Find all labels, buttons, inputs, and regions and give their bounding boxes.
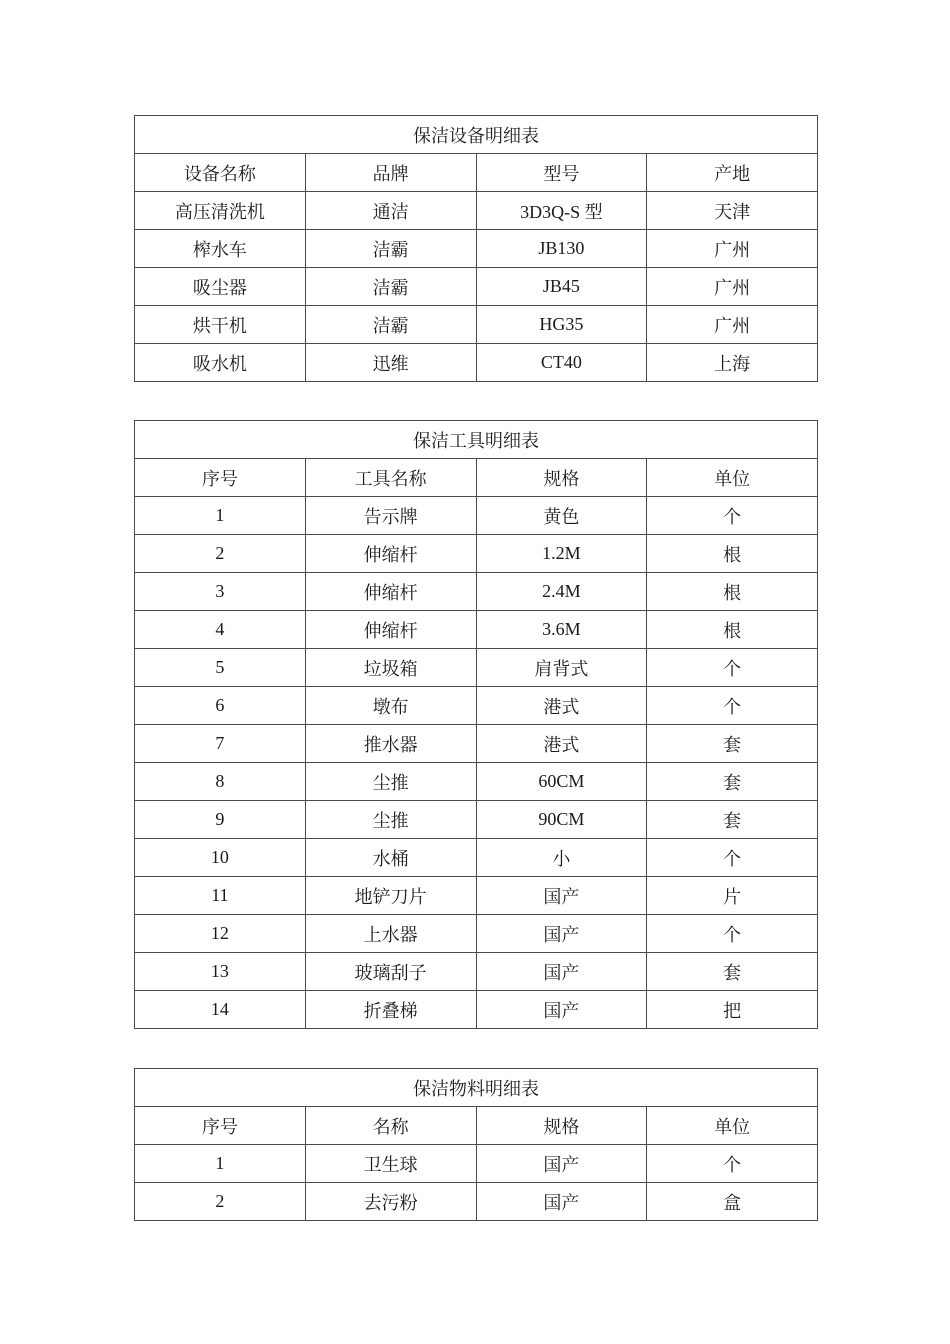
table-row: [135, 1183, 818, 1221]
table-cell: 折叠梯: [305, 991, 476, 1029]
table-cell: 2: [135, 535, 306, 573]
table-cell: 1.2M: [476, 535, 647, 573]
table-cell: 迅维: [305, 344, 476, 382]
table-cell: 榨水车: [135, 230, 306, 268]
table-cell: 国产: [476, 877, 647, 915]
column-header: 规格: [476, 1107, 647, 1145]
table-cell: 港式: [476, 725, 647, 763]
table-cell: 14: [135, 991, 306, 1029]
table-cell: 尘推: [305, 763, 476, 801]
table-header-row: [135, 154, 818, 192]
table-cell: 洁霸: [305, 306, 476, 344]
column-header: 单位: [647, 1107, 818, 1145]
table-row: [135, 344, 818, 382]
table-row: [135, 877, 818, 915]
table-row: [135, 991, 818, 1029]
table-cell: 片: [647, 877, 818, 915]
table-cell: 盒: [647, 1183, 818, 1221]
table-cell: 黄色: [476, 497, 647, 535]
table-row: [135, 230, 818, 268]
table-cell: 国产: [476, 991, 647, 1029]
table-cell: 伸缩杆: [305, 535, 476, 573]
table-cell: 根: [647, 573, 818, 611]
table-cell: 3.6M: [476, 611, 647, 649]
table-cell: 伸缩杆: [305, 611, 476, 649]
table-cell: 垃圾箱: [305, 649, 476, 687]
table-row: [135, 306, 818, 344]
column-header: 名称: [305, 1107, 476, 1145]
table-cell: 个: [647, 649, 818, 687]
table-cell: 1: [135, 1145, 306, 1183]
table-cell: 个: [647, 1145, 818, 1183]
table-cell: 个: [647, 915, 818, 953]
column-header: 设备名称: [135, 154, 306, 192]
column-header: 规格: [476, 459, 647, 497]
table-cell: 广州: [647, 268, 818, 306]
table-cell: 推水器: [305, 725, 476, 763]
table-cell: JB130: [476, 230, 647, 268]
table-title: 保洁物料明细表: [135, 1069, 818, 1107]
table-title: 保洁工具明细表: [135, 421, 818, 459]
table-title-row: [135, 421, 818, 459]
table-row: [135, 801, 818, 839]
table-cell: 洁霸: [305, 230, 476, 268]
table-cell: 广州: [647, 306, 818, 344]
table-row: [135, 535, 818, 573]
table-cell: 60CM: [476, 763, 647, 801]
table-cell: 套: [647, 953, 818, 991]
table-cell: 告示牌: [305, 497, 476, 535]
column-header: 序号: [135, 1107, 306, 1145]
table-cell: 9: [135, 801, 306, 839]
table-cell: 根: [647, 611, 818, 649]
table-title-row: [135, 1069, 818, 1107]
table-row: [135, 839, 818, 877]
table-cell: 7: [135, 725, 306, 763]
table-cell: 尘推: [305, 801, 476, 839]
table-cell: 1: [135, 497, 306, 535]
table-cell: JB45: [476, 268, 647, 306]
table-row: [135, 573, 818, 611]
table-cell: 把: [647, 991, 818, 1029]
table-cell: 3: [135, 573, 306, 611]
table-cell: 吸水机: [135, 344, 306, 382]
table-row: [135, 192, 818, 230]
table-cell: 6: [135, 687, 306, 725]
column-header: 产地: [647, 154, 818, 192]
table-row: [135, 763, 818, 801]
table-row: [135, 1145, 818, 1183]
table-cell: 个: [647, 687, 818, 725]
table-cell: 肩背式: [476, 649, 647, 687]
column-header: 序号: [135, 459, 306, 497]
table-row: [135, 497, 818, 535]
table-cell: 5: [135, 649, 306, 687]
table-cell: 8: [135, 763, 306, 801]
table-cell: 国产: [476, 1145, 647, 1183]
table-cell: 去污粉: [305, 1183, 476, 1221]
table-header-row: [135, 1107, 818, 1145]
table-row: [135, 953, 818, 991]
table-cell: 烘干机: [135, 306, 306, 344]
table-cell: 套: [647, 763, 818, 801]
table-cell: 天津: [647, 192, 818, 230]
table-cell: 12: [135, 915, 306, 953]
table-cell: 地铲刀片: [305, 877, 476, 915]
table-cell: 卫生球: [305, 1145, 476, 1183]
table-cell: 上海: [647, 344, 818, 382]
table-row: [135, 268, 818, 306]
table-cell: 通洁: [305, 192, 476, 230]
column-header: 单位: [647, 459, 818, 497]
table-cell: 3D3Q-S 型: [476, 192, 647, 230]
table-cell: 玻璃刮子: [305, 953, 476, 991]
table-cell: 4: [135, 611, 306, 649]
table-cell: 广州: [647, 230, 818, 268]
table-cell: 墩布: [305, 687, 476, 725]
table-cell: 国产: [476, 915, 647, 953]
table-cell: 吸尘器: [135, 268, 306, 306]
materials-table: [134, 1068, 818, 1221]
table-cell: 套: [647, 725, 818, 763]
table-row: [135, 725, 818, 763]
table-cell: 根: [647, 535, 818, 573]
table-row: [135, 611, 818, 649]
table-cell: 洁霸: [305, 268, 476, 306]
table-cell: 高压清洗机: [135, 192, 306, 230]
table-cell: 国产: [476, 1183, 647, 1221]
column-header: 工具名称: [305, 459, 476, 497]
table-cell: 国产: [476, 953, 647, 991]
table-cell: CT40: [476, 344, 647, 382]
table-cell: 2: [135, 1183, 306, 1221]
table-row: [135, 915, 818, 953]
table-row: [135, 687, 818, 725]
table-header-row: [135, 459, 818, 497]
table-cell: 套: [647, 801, 818, 839]
table-title-row: [135, 116, 818, 154]
tools-table: [134, 420, 818, 1029]
table-cell: 90CM: [476, 801, 647, 839]
table-cell: 水桶: [305, 839, 476, 877]
column-header: 品牌: [305, 154, 476, 192]
table-row: [135, 649, 818, 687]
column-header: 型号: [476, 154, 647, 192]
table-cell: 10: [135, 839, 306, 877]
table-cell: HG35: [476, 306, 647, 344]
table-cell: 上水器: [305, 915, 476, 953]
table-cell: 伸缩杆: [305, 573, 476, 611]
table-cell: 个: [647, 497, 818, 535]
table-cell: 港式: [476, 687, 647, 725]
equipment-table: [134, 115, 818, 382]
table-cell: 2.4M: [476, 573, 647, 611]
table-cell: 个: [647, 839, 818, 877]
table-title: 保洁设备明细表: [135, 116, 818, 154]
table-cell: 11: [135, 877, 306, 915]
table-cell: 小: [476, 839, 647, 877]
table-cell: 13: [135, 953, 306, 991]
